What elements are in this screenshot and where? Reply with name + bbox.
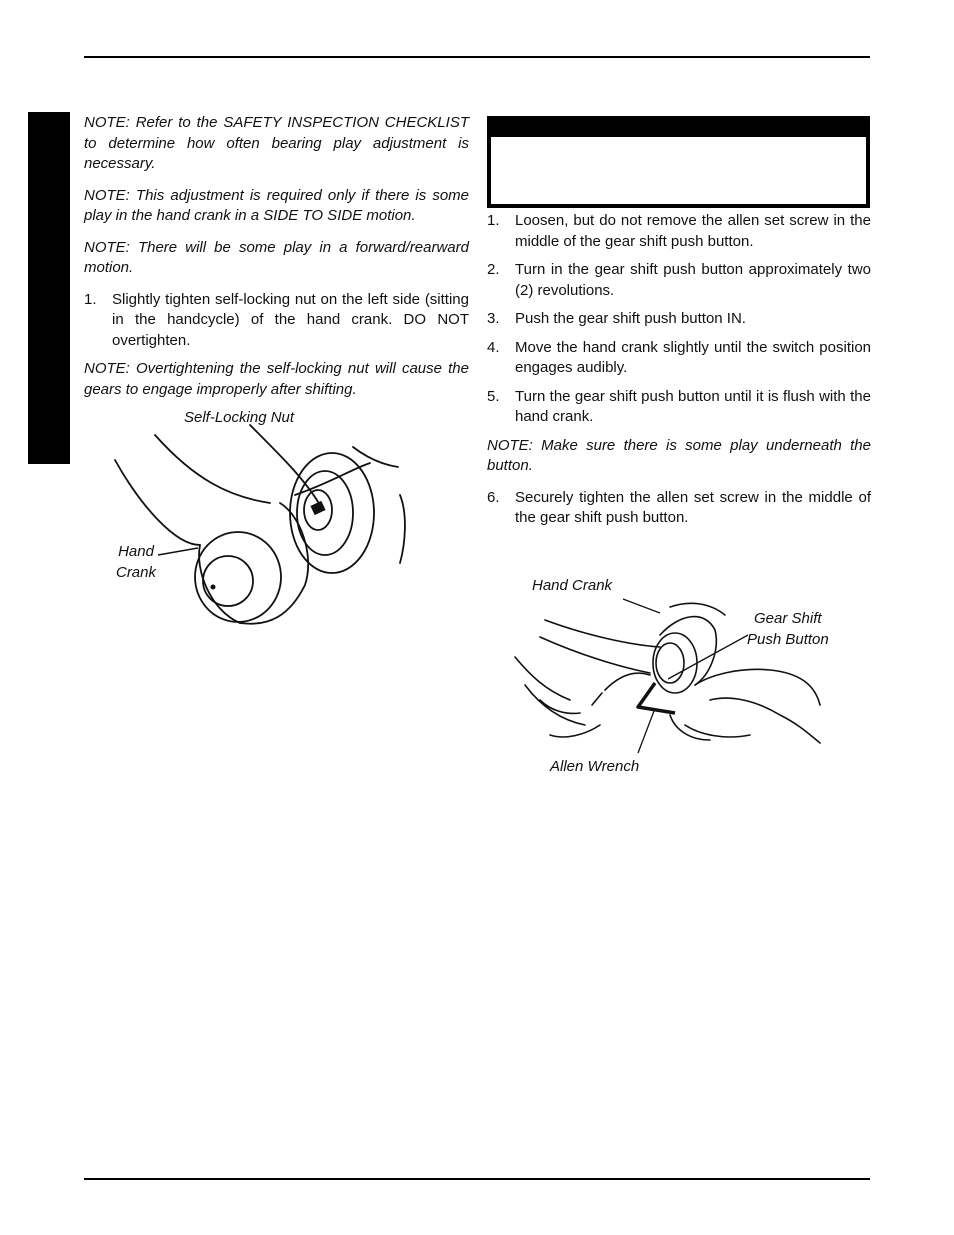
note-side-to-side: NOTE: This adjustment is required only if there is some play in the hand crank in a SIDE TO SIDE motion. bbox=[84, 186, 469, 224]
step-number: 2. bbox=[487, 261, 500, 278]
right-step-4 bbox=[487, 338, 871, 379]
note-forward-rearward: NOTE: There will be some play in a forward/rearward motion. bbox=[84, 238, 469, 276]
step-number: 5. bbox=[487, 387, 500, 405]
step-text: Securely tighten the allen set screw in the middle of the gear shift push button. bbox=[515, 488, 871, 526]
right-step-3 bbox=[487, 309, 871, 330]
figure-allen-wrench bbox=[510, 575, 855, 785]
note-inspection-checklist: NOTE: Refer to the SAFETY INSPECTION CHECKLIST to determine how often bearing play adjustment is necessary. bbox=[84, 114, 469, 172]
step-number: 1. bbox=[84, 290, 97, 308]
figure-1-drawing bbox=[100, 405, 470, 635]
header-rule bbox=[84, 56, 870, 58]
step-text: Slightly tighten self-locking nut on the left side (sitting in the handcycle) of the hand crank. DO NOT overtighten. bbox=[112, 290, 469, 349]
right-step-5 bbox=[487, 387, 871, 428]
left-column bbox=[84, 113, 469, 411]
figure-2-drawing bbox=[510, 575, 855, 785]
label-gear-shift: Gear Shift bbox=[754, 610, 822, 627]
label-push-button: Push Button bbox=[747, 631, 829, 648]
warning-banner-body bbox=[491, 137, 866, 204]
step-number: 4. bbox=[487, 338, 500, 356]
right-step-2 bbox=[487, 260, 871, 301]
step-text: Turn in the gear shift push button approximately two (2) revolutions. bbox=[515, 261, 871, 299]
label-hand-crank: Hand Crank bbox=[115, 543, 156, 581]
right-step-6 bbox=[487, 488, 871, 529]
step-text: Push the gear shift push button IN. bbox=[515, 310, 746, 327]
label-self-locking-nut: Self-Locking Nut bbox=[184, 409, 295, 426]
left-step-1 bbox=[84, 290, 469, 352]
note-play-underneath: NOTE: Make sure there is some play underneath the button. bbox=[487, 436, 871, 474]
note-overtightening: NOTE: Overtightening the self-locking nut will cause the gears to engage improperly after shifting. bbox=[84, 360, 469, 398]
step-text: Turn the gear shift push button until it is flush with the hand crank. bbox=[515, 387, 871, 425]
right-step-1 bbox=[487, 211, 871, 252]
step-number: 6. bbox=[487, 488, 500, 506]
label-allen-wrench: Allen Wrench bbox=[550, 758, 640, 775]
step-text: Move the hand crank slightly until the switch position engages audibly. bbox=[515, 338, 871, 376]
step-text: Loosen, but do not remove the allen set screw in the middle of the gear shift push button. bbox=[515, 212, 871, 250]
figure-self-locking-nut bbox=[100, 405, 470, 635]
section-tab bbox=[28, 112, 70, 464]
step-number: 1. bbox=[487, 212, 500, 229]
right-column bbox=[487, 211, 871, 537]
warning-banner bbox=[487, 116, 870, 208]
footer-rule bbox=[84, 1178, 870, 1180]
step-number: 3. bbox=[487, 310, 500, 327]
label-hand-crank-2: Hand Crank bbox=[532, 577, 613, 594]
